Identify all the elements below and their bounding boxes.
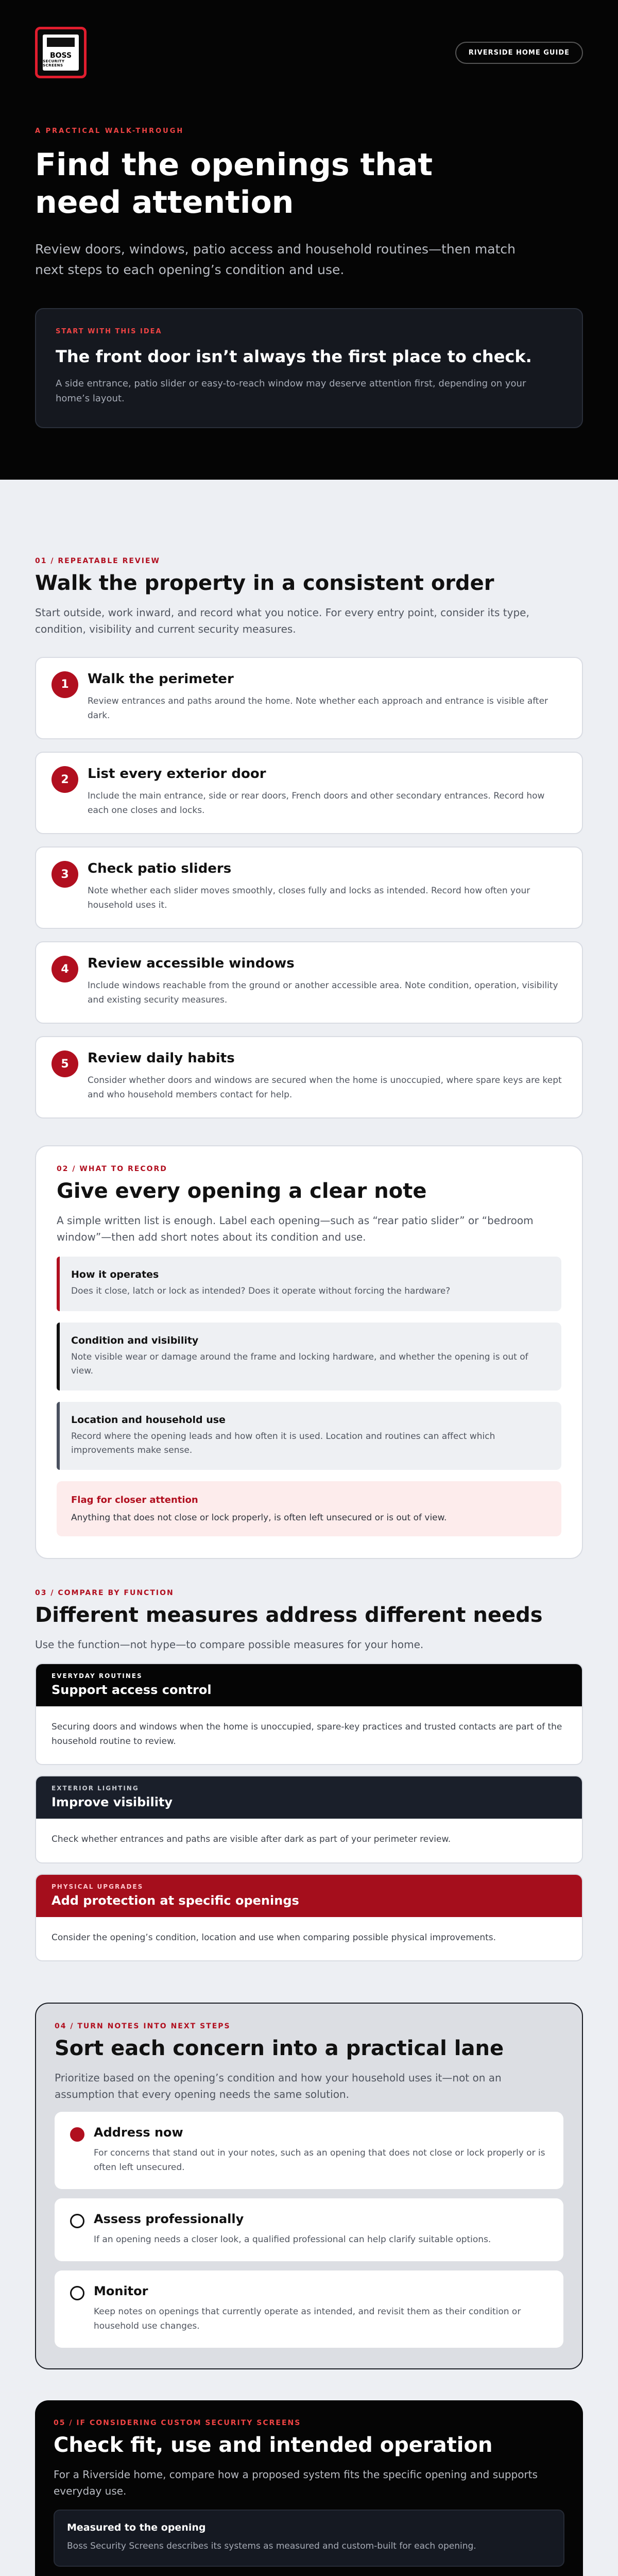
step-item bbox=[35, 657, 583, 739]
logo-text-secondary: SECURITY SCREENS bbox=[43, 59, 65, 67]
flag-text: Anything that does not close or lock properly, is often left unsecured or is out of view. bbox=[71, 1513, 447, 1523]
guide-badge: RIVERSIDE HOME GUIDE bbox=[455, 42, 583, 64]
lane-title: Assess professionally bbox=[94, 2211, 244, 2226]
lane-title: Monitor bbox=[94, 2283, 148, 2298]
sort-lead: Prioritize based on the opening’s condition and how your household uses it—not on an assumption that every opening needs the same solution. bbox=[55, 2071, 502, 2100]
logo-inner bbox=[43, 35, 79, 71]
measure-card bbox=[35, 1775, 583, 1863]
step-number-badge: 5 bbox=[52, 1050, 78, 1077]
compare-eyebrow: 03 / COMPARE BY FUNCTION bbox=[35, 1589, 174, 1598]
note-text: Record where the opening leads and how often it is used. Location and routines can affect which improvements make sense. bbox=[71, 1431, 495, 1456]
record-lead: A simple written list is enough. Label each opening—such as “rear patio slider” or “bedroom window”—then add short notes about its condition and use. bbox=[57, 1214, 534, 1244]
step-item bbox=[35, 752, 583, 834]
spec-text: Boss Security Screens describes its systems as measured and custom-built for each opening. bbox=[67, 2540, 476, 2551]
idea-text: A side entrance, patio slider or easy-to-reach window may deserve attention first, depending on your home’s layout. bbox=[56, 378, 526, 404]
lane-title: Address now bbox=[94, 2125, 183, 2140]
note-title: How it operates bbox=[71, 1269, 159, 1281]
radio-selected-icon[interactable] bbox=[70, 2127, 84, 2142]
idea-card bbox=[35, 308, 583, 428]
hero-lead: Review doors, windows, patio access and household routines—then match next steps to each opening’s condition and use. bbox=[35, 242, 516, 278]
sort-eyebrow: 04 / TURN NOTES INTO NEXT STEPS bbox=[55, 2022, 231, 2030]
measure-title: Support access control bbox=[52, 1683, 212, 1698]
step-title: List every exterior door bbox=[88, 766, 266, 782]
record-title: Give every opening a clear note bbox=[57, 1179, 427, 1204]
measure-header bbox=[36, 1664, 582, 1706]
logo-screen-icon bbox=[47, 38, 75, 47]
note-title: Condition and visibility bbox=[71, 1334, 199, 1346]
note-title: Location and household use bbox=[71, 1414, 226, 1426]
lane-text: Keep notes on openings that currently operate as intended, and revisit them as their condition or household use changes. bbox=[94, 2306, 521, 2331]
idea-eyebrow: START WITH THIS IDEA bbox=[56, 328, 162, 336]
hero-eyebrow: A PRACTICAL WALK-THROUGH bbox=[35, 127, 184, 135]
custom-lead: For a Riverside home, compare how a proposed system fits the specific opening and supports everyday use. bbox=[54, 2468, 538, 2497]
radio-unselected-icon[interactable] bbox=[70, 2214, 84, 2228]
measure-card bbox=[35, 1874, 583, 1961]
main-content bbox=[0, 480, 618, 2576]
note-card bbox=[57, 1323, 561, 1391]
compare-title: Different measures address different needs bbox=[35, 1603, 543, 1628]
logo-text-primary: BOSS bbox=[49, 52, 72, 60]
record-section bbox=[35, 1145, 583, 1559]
compare-lead: Use the function—not hype—to compare possible measures for your home. bbox=[35, 1638, 424, 1651]
measure-text: Securing doors and windows when the home is unoccupied, spare-key practices and trusted contacts are part of the household routine to review. bbox=[52, 1722, 562, 1747]
step-number-badge: 3 bbox=[52, 861, 78, 888]
record-eyebrow: 02 / WHAT TO RECORD bbox=[57, 1165, 167, 1174]
review-title: Walk the property in a consistent order bbox=[35, 571, 494, 595]
steps-list bbox=[35, 657, 583, 1118]
sort-title: Sort each concern into a practical lane bbox=[55, 2036, 504, 2060]
step-text: Review entrances and paths around the home. Note whether each approach and entrance is visible after dark. bbox=[88, 696, 548, 721]
spec-title: Measured to the opening bbox=[67, 2521, 206, 2533]
step-title: Walk the perimeter bbox=[88, 671, 234, 687]
step-number-badge: 2 bbox=[52, 766, 78, 793]
flag-callout bbox=[57, 1481, 561, 1536]
measure-eyebrow: EXTERIOR LIGHTING bbox=[52, 1785, 139, 1792]
lane-option-address-now[interactable] bbox=[55, 2112, 563, 2189]
measure-title: Add protection at specific openings bbox=[52, 1893, 299, 1908]
lane-option-monitor[interactable] bbox=[55, 2270, 563, 2348]
spec-card bbox=[54, 2510, 564, 2567]
step-title: Review accessible windows bbox=[88, 956, 295, 972]
review-lead: Start outside, work inward, and record what you notice. For every entry point, consider its type, condition, visibility and current security measures. bbox=[35, 606, 529, 635]
step-title: Check patio sliders bbox=[88, 861, 232, 877]
idea-title: The front door isn’t always the first place to check. bbox=[56, 347, 532, 367]
review-eyebrow: 01 / REPEATABLE REVIEW bbox=[35, 556, 160, 565]
measure-header bbox=[36, 1776, 582, 1819]
measure-text: Check whether entrances and paths are visible after dark as part of your perimeter review. bbox=[52, 1834, 451, 1845]
hero-top-bar bbox=[35, 27, 583, 78]
measure-card bbox=[35, 1663, 583, 1765]
measure-header bbox=[36, 1875, 582, 1917]
lane-text: If an opening needs a closer look, a qualified professional can help clarify suitable options. bbox=[94, 2234, 491, 2245]
step-text: Consider whether doors and windows are secured when the home is unoccupied, where spare keys are kept and who household members contact for help. bbox=[88, 1075, 562, 1100]
custom-eyebrow: 05 / IF CONSIDERING CUSTOM SECURITY SCREENS bbox=[54, 2418, 301, 2427]
note-card bbox=[57, 1257, 561, 1311]
custom-title: Check fit, use and intended operation bbox=[54, 2433, 493, 2457]
step-item bbox=[35, 1036, 583, 1118]
radio-unselected-icon[interactable] bbox=[70, 2286, 84, 2300]
step-number-badge: 1 bbox=[52, 671, 78, 698]
step-text: Note whether each slider moves smoothly, closes fully and locks as intended. Record how often your household uses it. bbox=[88, 886, 530, 911]
lane-text: For concerns that stand out in your notes, such as an opening that does not close or lock properly or is often left unsecured. bbox=[94, 2147, 545, 2173]
compare-section bbox=[35, 1589, 583, 1961]
flag-title: Flag for closer attention bbox=[71, 1495, 198, 1506]
measure-title: Improve visibility bbox=[52, 1795, 173, 1810]
lane-option-assess[interactable] bbox=[55, 2198, 563, 2261]
note-text: Note visible wear or damage around the frame and locking hardware, and whether the opening is out of view. bbox=[71, 1351, 528, 1376]
measure-eyebrow: PHYSICAL UPGRADES bbox=[52, 1883, 144, 1890]
step-item bbox=[35, 941, 583, 1024]
page-title: Find the openings that need attention bbox=[35, 147, 433, 221]
brand-logo[interactable] bbox=[35, 27, 87, 78]
sort-section bbox=[35, 2003, 583, 2369]
measure-text: Consider the opening’s condition, location and use when comparing possible physical improvements. bbox=[52, 1932, 496, 1943]
hero-section bbox=[0, 0, 618, 480]
measure-eyebrow: EVERYDAY ROUTINES bbox=[52, 1672, 143, 1680]
step-text: Include the main entrance, side or rear doors, French doors and other secondary entrances. Record how each one closes and locks. bbox=[88, 791, 545, 816]
note-card bbox=[57, 1402, 561, 1470]
review-section bbox=[35, 557, 583, 1118]
custom-screens-section bbox=[35, 2400, 583, 2576]
step-title: Review daily habits bbox=[88, 1050, 235, 1066]
note-text: Does it close, latch or lock as intended? Does it operate without forcing the hardware? bbox=[71, 1286, 451, 1297]
step-text: Include windows reachable from the ground or another accessible area. Note condition, operation, visibility and existing security measures. bbox=[88, 980, 558, 1006]
step-number-badge: 4 bbox=[52, 956, 78, 982]
step-item bbox=[35, 846, 583, 929]
